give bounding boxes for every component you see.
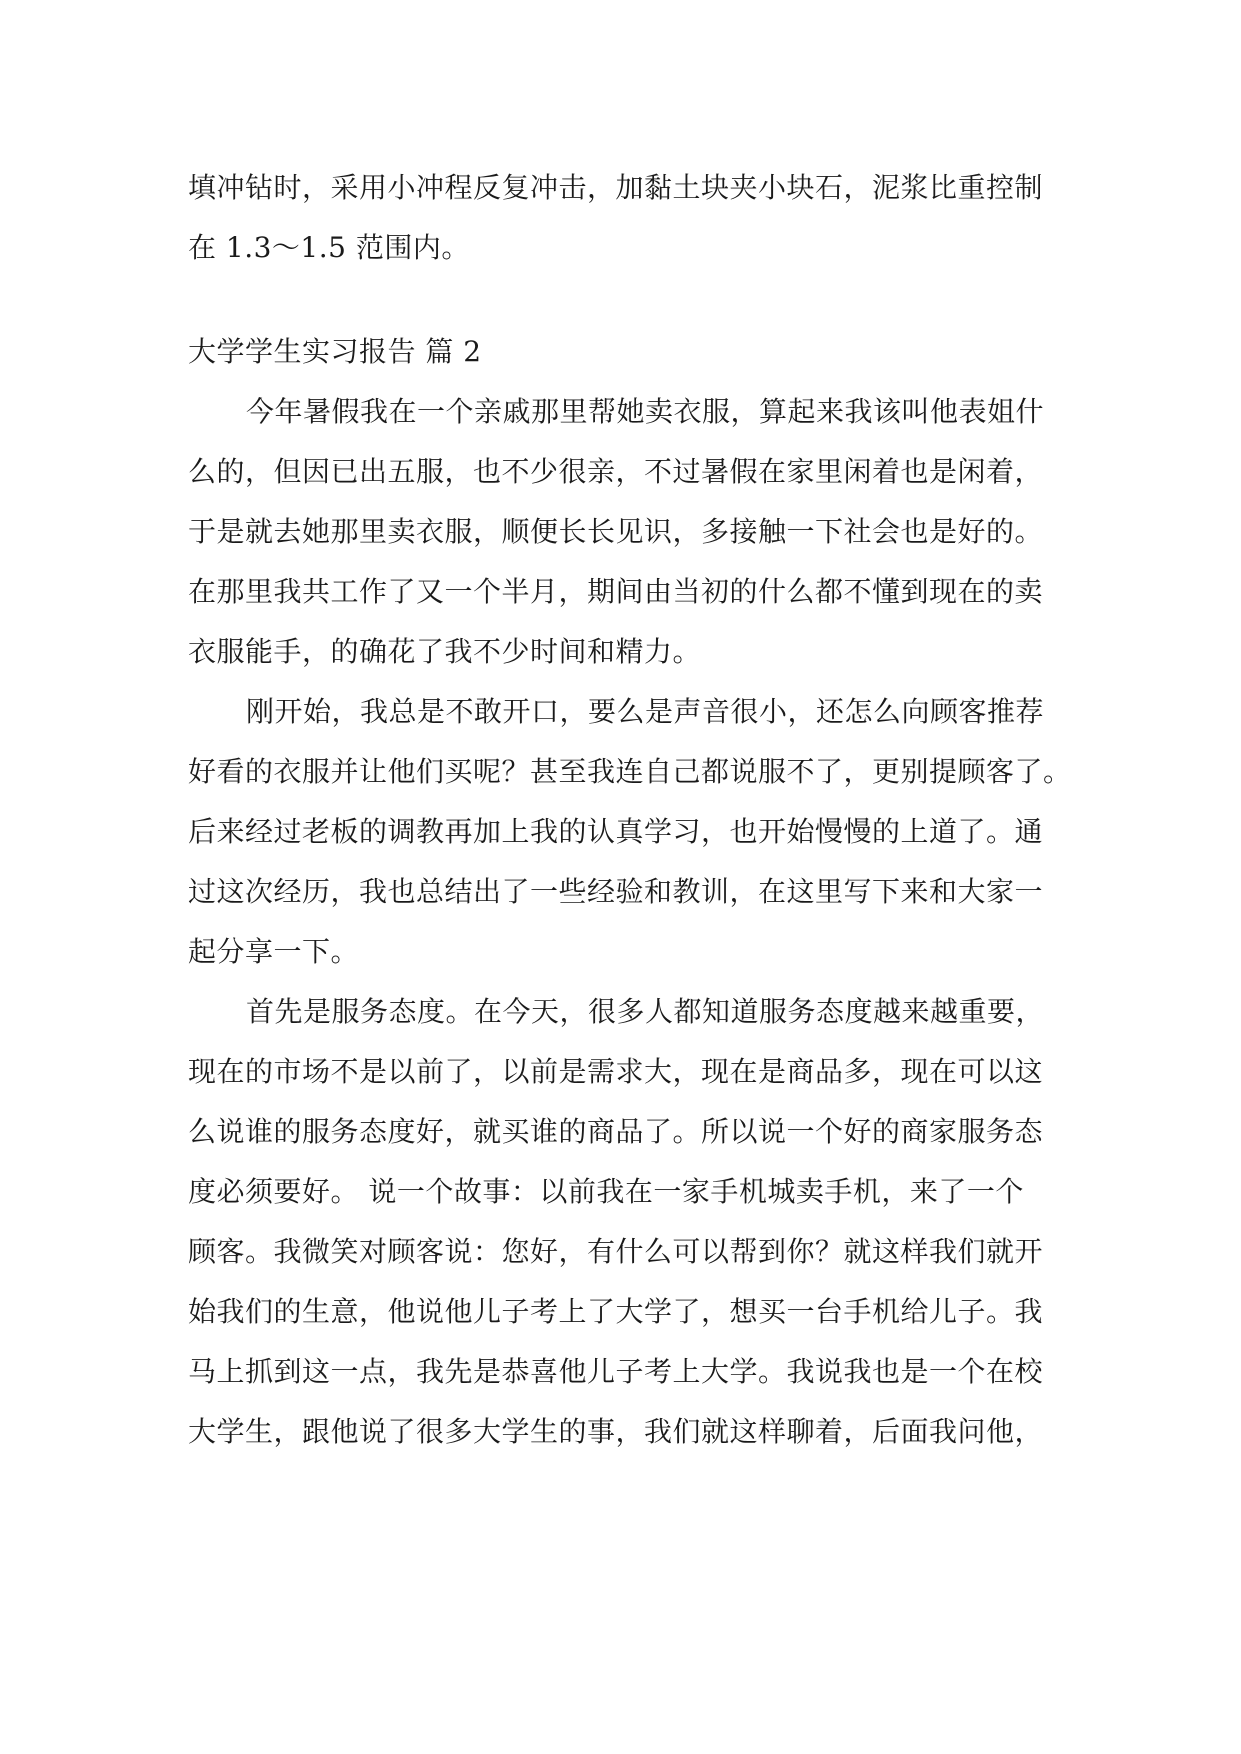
paragraph-line: 顾客。我微笑对顾客说：您好，有什么可以帮到你？就这样我们就开 — [188, 1235, 1044, 1268]
paragraph-line: 么的，但因已出五服，也不少很亲，不过暑假在家里闲着也是闲着， — [188, 455, 1044, 488]
text-line: 在 1.3～1.5 范围内。 — [188, 231, 470, 264]
paragraph-line: 现在的市场不是以前了，以前是需求大，现在是商品多，现在可以这 — [188, 1055, 1044, 1088]
paragraph-line: 起分享一下。 — [188, 935, 360, 968]
paragraph-line: 么说谁的服务态度好，就买谁的商品了。所以说一个好的商家服务态 — [188, 1115, 1044, 1148]
paragraph-line: 好看的衣服并让他们买呢？甚至我连自己都说服不了，更别提顾客了。 — [188, 755, 1072, 788]
paragraph-line: 度必须要好。 说一个故事：以前我在一家手机城卖手机，来了一个 — [188, 1175, 1024, 1208]
paragraph-line: 今年暑假我在一个亲戚那里帮她卖衣服，算起来我该叫他表姐什 — [246, 395, 1045, 428]
paragraph-line: 大学生，跟他说了很多大学生的事，我们就这样聊着，后面我问他， — [188, 1415, 1044, 1448]
text-line: 填冲钻时，采用小冲程反复冲击，加黏土块夹小块石，泥浆比重控制 — [188, 171, 1044, 204]
paragraph-line: 始我们的生意，他说他儿子考上了大学了，想买一台手机给儿子。我 — [188, 1295, 1044, 1328]
paragraph-line: 后来经过老板的调教再加上我的认真学习，也开始慢慢的上道了。通 — [188, 815, 1044, 848]
section-heading: 大学学生实习报告 篇 2 — [188, 335, 482, 368]
paragraph-line: 在那里我共工作了又一个半月，期间由当初的什么都不懂到现在的卖 — [188, 575, 1044, 608]
paragraph-line: 刚开始，我总是不敢开口，要么是声音很小，还怎么向顾客推荐 — [246, 695, 1045, 728]
paragraph-line: 于是就去她那里卖衣服，顺便长长见识，多接触一下社会也是好的。 — [188, 515, 1044, 548]
paragraph-line: 首先是服务态度。在今天，很多人都知道服务态度越来越重要， — [246, 995, 1045, 1028]
paragraph-line: 马上抓到这一点，我先是恭喜他儿子考上大学。我说我也是一个在校 — [188, 1355, 1044, 1388]
paragraph-line: 衣服能手，的确花了我不少时间和精力。 — [188, 635, 702, 668]
paragraph-line: 过这次经历，我也总结出了一些经验和教训，在这里写下来和大家一 — [188, 875, 1044, 908]
